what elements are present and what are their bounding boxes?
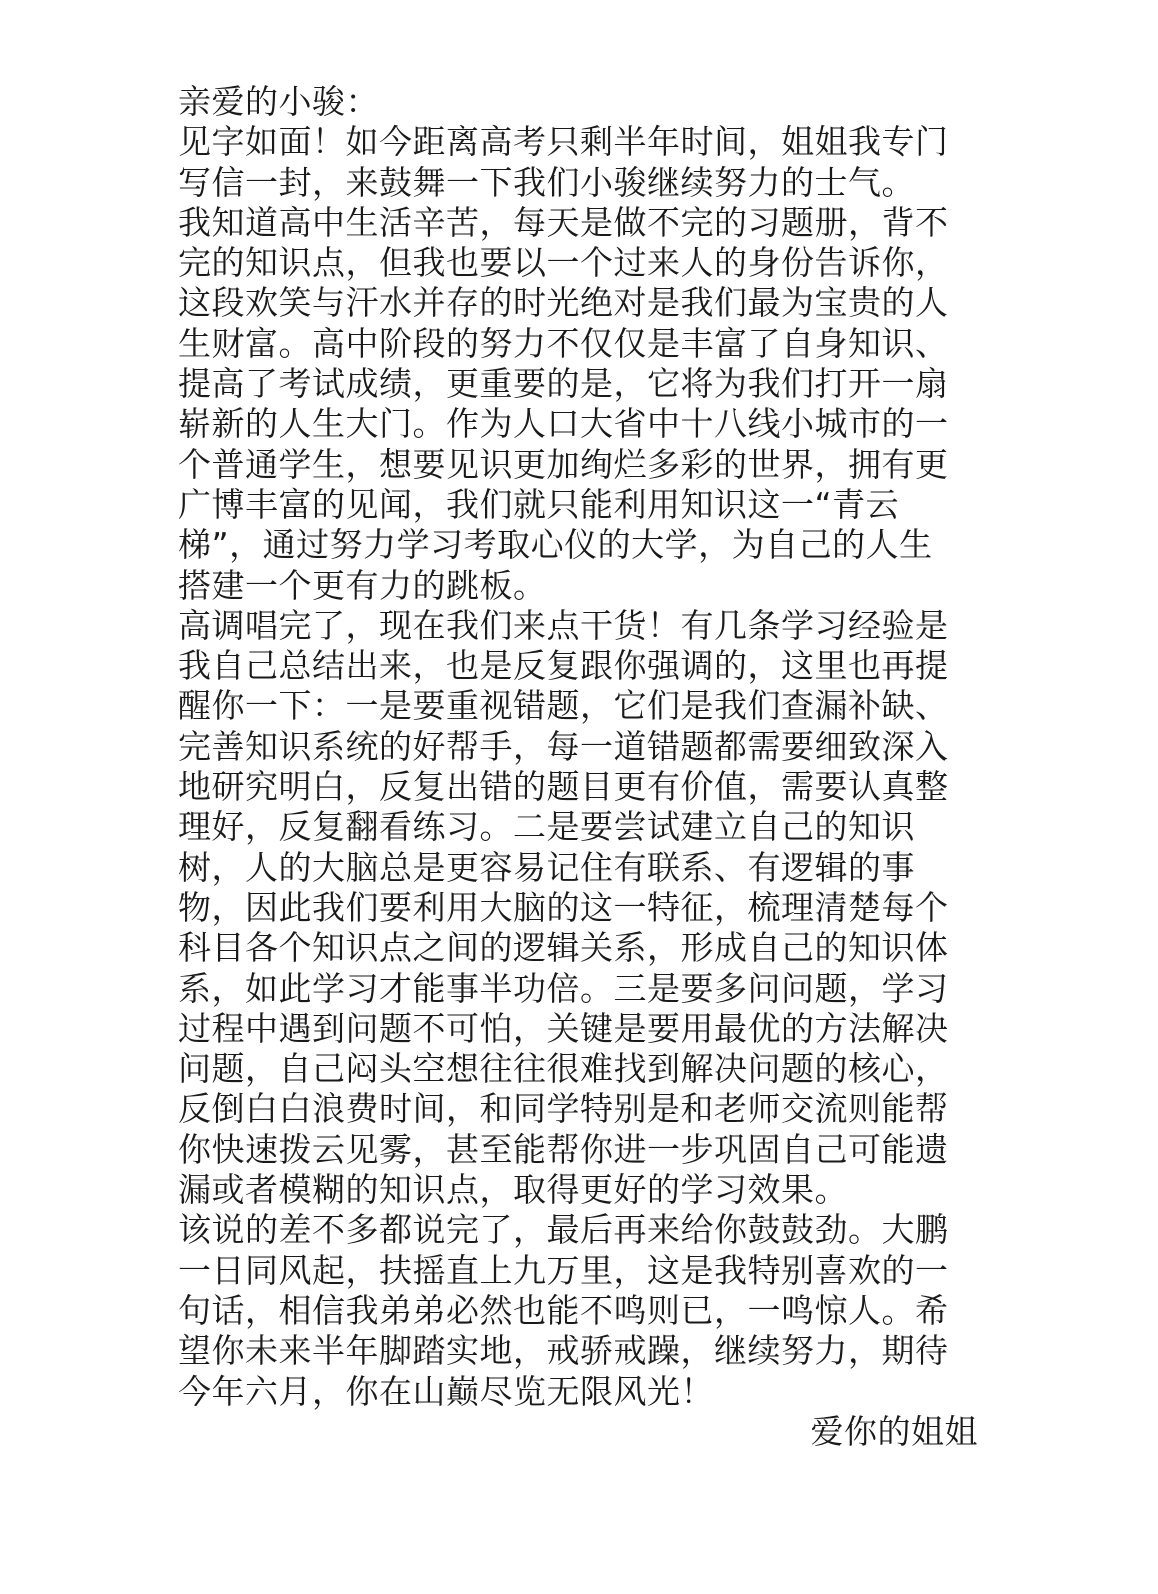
letter-line: 广博丰富的见闻，我们就只能利用知识这一“青云 xyxy=(178,484,900,524)
letter-line: 见字如面！如今距离高考只剩半年时间，姐姐我专门 xyxy=(178,122,949,162)
letter-line: 醒你一下：一是要重视错题，它们是我们查漏补缺、 xyxy=(178,686,949,726)
letter-line: 该说的差不多都说完了，最后再来给你鼓鼓劲。大鹏 xyxy=(178,1210,949,1250)
letter-line: 写信一封，来鼓舞一下我们小骏继续努力的士气。 xyxy=(178,162,915,202)
letter-line: 我自己总结出来，也是反复跟你强调的，这里也再提 xyxy=(178,646,949,686)
letter-signature: 爱你的姐姐 xyxy=(810,1411,978,1451)
letter-line: 高调唱完了，现在我们来点干货！有几条学习经验是 xyxy=(178,605,949,645)
letter-line: 这段欢笑与汗水并存的时光绝对是我们最为宝贵的人 xyxy=(178,283,949,323)
letter-line: 完的知识点，但我也要以一个过来人的身份告诉你， xyxy=(178,243,949,283)
letter-line: 生财富。高中阶段的努力不仅仅是丰富了自身知识、 xyxy=(178,323,949,363)
letter-line: 望你未来半年脚踏实地，戒骄戒躁，继续努力，期待 xyxy=(178,1331,949,1371)
letter-line: 系，如此学习才能事半功倍。三是要多问问题，学习 xyxy=(178,968,949,1008)
letter-line: 提高了考试成绩，更重要的是，它将为我们打开一扇 xyxy=(178,364,949,404)
letter-line: 反倒白白浪费时间，和同学特别是和老师交流则能帮 xyxy=(178,1089,949,1129)
letter-salutation: 亲爱的小骏： xyxy=(178,82,379,121)
letter-line: 完善知识系统的好帮手，每一道错题都需要细致深入 xyxy=(178,726,949,766)
letter-line: 个普通学生，想要见识更加绚烂多彩的世界，拥有更 xyxy=(178,444,949,484)
letter-line: 今年六月，你在山巅尽览无限风光！ xyxy=(178,1371,714,1411)
letter-line: 问题，自己闷头空想往往很难找到解决问题的核心， xyxy=(178,1049,949,1089)
letter-line: 漏或者模糊的知识点，取得更好的学习效果。 xyxy=(178,1170,848,1210)
letter-line: 理好，反复翻看练习。二是要尝试建立自己的知识 xyxy=(178,807,915,847)
letter-line: 搭建一个更有力的跳板。 xyxy=(178,565,547,605)
letter-line: 句话，相信我弟弟必然也能不鸣则已，一鸣惊人。希 xyxy=(178,1290,949,1330)
letter-line: 你快速拨云见雾，甚至能帮你进一步巩固自己可能遗 xyxy=(178,1129,949,1169)
letter-line: 梯”，通过努力学习考取心仪的大学，为自己的人生 xyxy=(178,525,933,565)
letter-line: 我知道高中生活辛苦，每天是做不完的习题册，背不 xyxy=(178,202,949,242)
letter-line: 一日同风起，扶摇直上九万里，这是我特别喜欢的一 xyxy=(178,1250,949,1290)
letter-line: 科目各个知识点之间的逻辑关系，形成自己的知识体 xyxy=(178,928,949,968)
letter-line: 物，因此我们要利用大脑的这一特征，梳理清楚每个 xyxy=(178,887,949,927)
letter-body xyxy=(178,82,988,1452)
letter-line: 崭新的人生大门。作为人口大省中十八线小城市的一 xyxy=(178,404,949,444)
letter-line: 树，人的大脑总是更容易记住有联系、有逻辑的事 xyxy=(178,847,915,887)
letter-line: 过程中遇到问题不可怕，关键是要用最优的方法解决 xyxy=(178,1008,949,1048)
letter-line: 地研究明白，反复出错的题目更有价值，需要认真整 xyxy=(178,767,949,807)
